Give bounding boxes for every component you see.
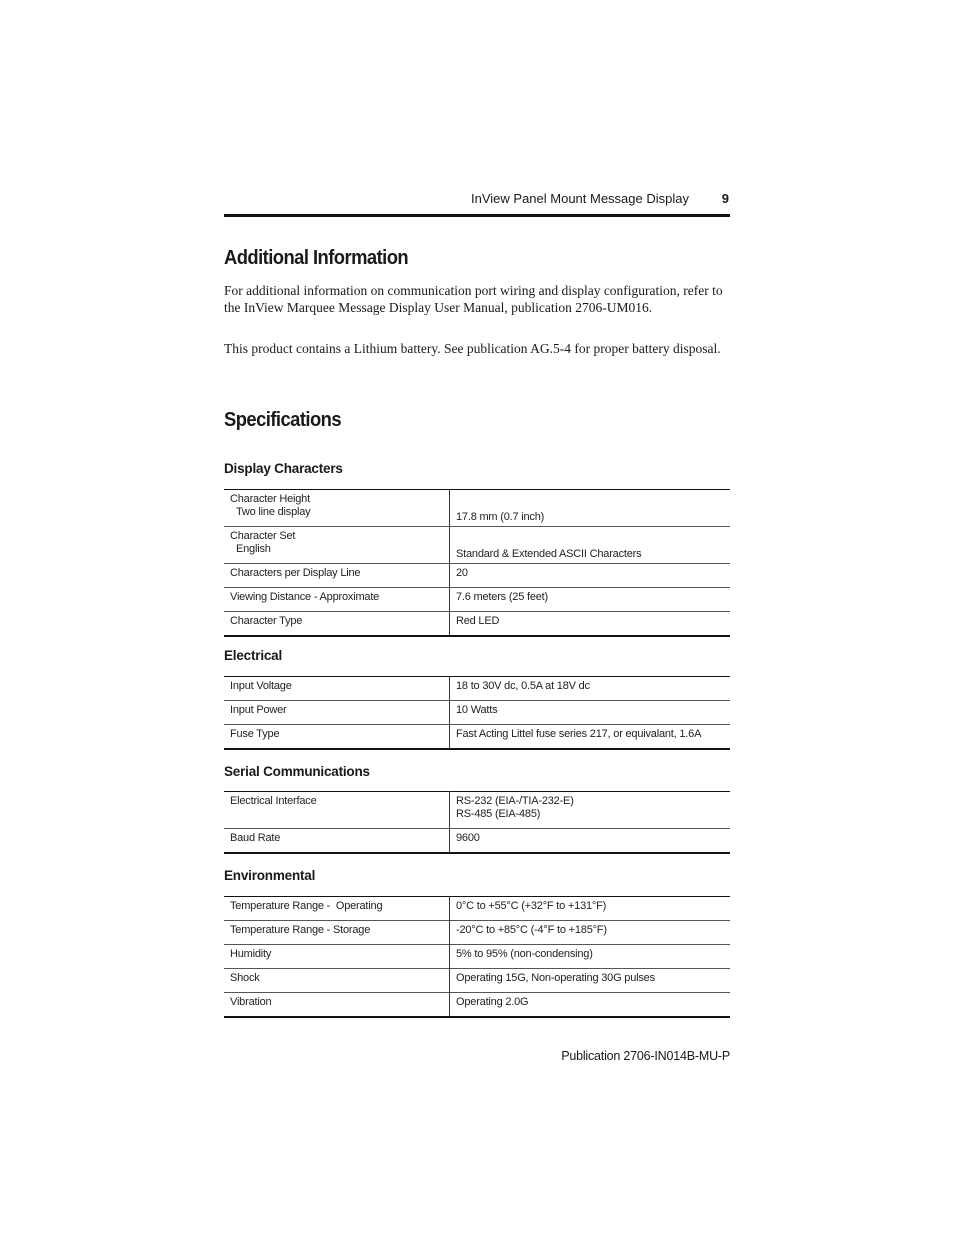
spec-value: Operating 15G, Non-operating 30G pulses — [450, 969, 731, 993]
table-row — [224, 969, 730, 993]
table-row — [224, 527, 730, 564]
electrical-heading: Electrical — [224, 648, 283, 663]
table-row — [224, 945, 730, 969]
table-row — [224, 725, 730, 750]
spec-sublabel-text: English — [236, 542, 271, 555]
header-title: InView Panel Mount Message Display — [471, 191, 689, 206]
table-row — [224, 564, 730, 588]
spec-value — [450, 792, 731, 829]
table-row — [224, 921, 730, 945]
spec-value: 18 to 30V dc, 0.5A at 18V dc — [456, 680, 590, 692]
table-row — [224, 701, 730, 725]
spec-label: Characters per Display Line — [224, 564, 450, 588]
spec-label-text: Character Height — [230, 493, 310, 505]
table-row — [224, 829, 730, 854]
page-header — [224, 191, 730, 209]
environmental-heading: Environmental — [224, 868, 316, 883]
spec-value: Fast Acting Littel fuse series 217, or equivalant, 1.6A — [450, 725, 731, 750]
additional-info-paragraph-1: For additional information on communication port wiring and display configuration, refer to the InView Marquee Message Display User Manual, publication 2706-UM016. — [224, 283, 723, 315]
additional-information-heading: Additional Information — [224, 247, 409, 269]
spec-label: Electrical Interface — [224, 792, 450, 829]
spec-value: Red LED — [450, 612, 731, 637]
spec-value: Operating 2.0G — [450, 993, 731, 1018]
specifications-heading: Specifications — [224, 409, 342, 431]
table-row — [224, 612, 730, 637]
publication-footer: Publication 2706-IN014B-MU-P — [561, 1049, 730, 1063]
table-row — [224, 490, 730, 527]
spec-value: 9600 — [450, 829, 731, 854]
spec-label: Baud Rate — [224, 829, 450, 854]
spec-label: Temperature Range - Operating — [224, 897, 450, 921]
serial-communications-table — [224, 791, 730, 854]
spec-value-text: 17.8 mm (0.7 inch) — [456, 510, 545, 523]
table-row — [224, 677, 730, 701]
spec-label: Character Type — [224, 612, 450, 637]
electrical-table — [224, 676, 730, 750]
spec-value — [450, 490, 731, 527]
spec-label: Input Power — [224, 701, 450, 725]
display-characters-heading: Display Characters — [224, 461, 343, 476]
spec-value: -20°C to +85°C (-4°F to +185°F) — [450, 921, 731, 945]
spec-sublabel-text: Two line display — [236, 505, 311, 518]
serial-communications-heading: Serial Communications — [224, 764, 370, 779]
spec-value-text-2: RS-485 (EIA-485) — [456, 807, 541, 820]
spec-value: 20 — [450, 564, 731, 588]
spec-value: 7.6 meters (25 feet) — [450, 588, 731, 612]
spec-label: Vibration — [224, 993, 450, 1018]
spec-label-text: Character Set — [230, 530, 296, 542]
spec-value-text: Standard & Extended ASCII Characters — [456, 547, 642, 560]
spec-value: 0°C to +55°C (+32°F to +131°F) — [456, 900, 607, 912]
spec-label: Shock — [224, 969, 450, 993]
spec-value: 5% to 95% (non-condensing) — [450, 945, 731, 969]
table-row — [224, 897, 730, 921]
header-rule — [224, 214, 730, 217]
spec-label — [224, 527, 450, 564]
page-number: 9 — [721, 191, 729, 206]
display-characters-table — [224, 489, 730, 637]
spec-label — [224, 490, 450, 527]
spec-label: Humidity — [224, 945, 450, 969]
table-row — [224, 993, 730, 1018]
environmental-table — [224, 896, 730, 1018]
spec-value: 10 Watts — [450, 701, 731, 725]
spec-label: Fuse Type — [224, 725, 450, 750]
spec-label: Input Voltage — [224, 677, 450, 701]
spec-value-text: RS-232 (EIA-/TIA-232-E) — [456, 795, 574, 807]
additional-info-paragraph-2: This product contains a Lithium battery. See publication AG.5-4 for proper battery disposal. — [224, 341, 721, 356]
spec-value — [450, 527, 731, 564]
spec-label: Viewing Distance - Approximate — [224, 588, 450, 612]
table-row — [224, 588, 730, 612]
table-row — [224, 792, 730, 829]
spec-label: Temperature Range - Storage — [224, 921, 450, 945]
